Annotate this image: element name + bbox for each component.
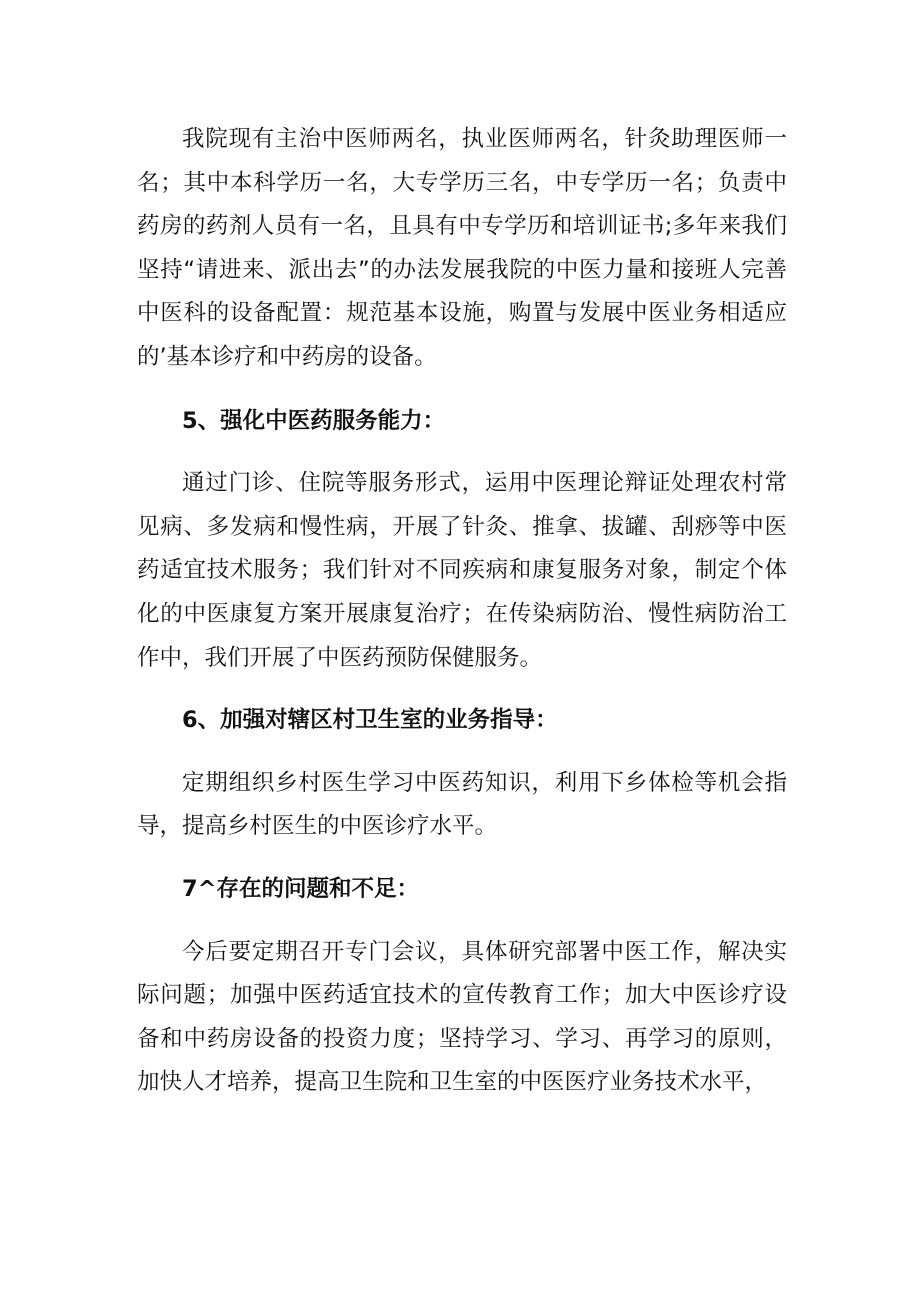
- heading-section-5: 5、强化中医药服务能力：: [182, 407, 446, 434]
- paragraph-problems: 今后要定期召开专门会议，具体研究部署中医工作，解决实际问题；加强中医药适宜技术的宣传教育工作；加大中医诊疗设备和中药房设备的投资力度；坚持学习、学习、再学习的原则，加快人才培养，提高卫生院和卫生室的中医医疗业务技术水平，: [137, 938, 787, 1096]
- paragraph-services: 通过门诊、住院等服务形式，运用中医理论辩证处理农村常见病、多发病和慢性病，开展了针灸、推拿、拔罐、刮痧等中医药适宜技术服务；我们针对不同疾病和康复服务对象，制定个体化的中医康复方案开展康复治疗；在传染病防治、慢性病防治工作中，我们开展了中医药预防保健服务。: [137, 470, 787, 671]
- document-body: [137, 118, 787, 1105]
- heading-section-6: 6、加强对辖区村卫生室的业务指导：: [182, 707, 558, 734]
- paragraph-staffing: 我院现有主治中医师两名，执业医师两名，针灸助理医师一名；其中本科学历一名，大专学历三名，中专学历一名；负责中药房的药剂人员有一名，且具有中专学历和培训证书;多年来我们坚持“请进来、派出去”的办法发展我院的中医力量和接班人完善中医科的设备配置：规范基本设施，购置与发展中医业务相适应的’基本诊疗和中药房的设备。: [137, 126, 787, 370]
- heading-section-7: 7^存在的问题和不足：: [182, 875, 420, 902]
- paragraph-guidance: 定期组织乡村医生学习中医药知识，利用下乡体检等机会指导，提高乡村医生的中医诊疗水平。: [137, 769, 787, 840]
